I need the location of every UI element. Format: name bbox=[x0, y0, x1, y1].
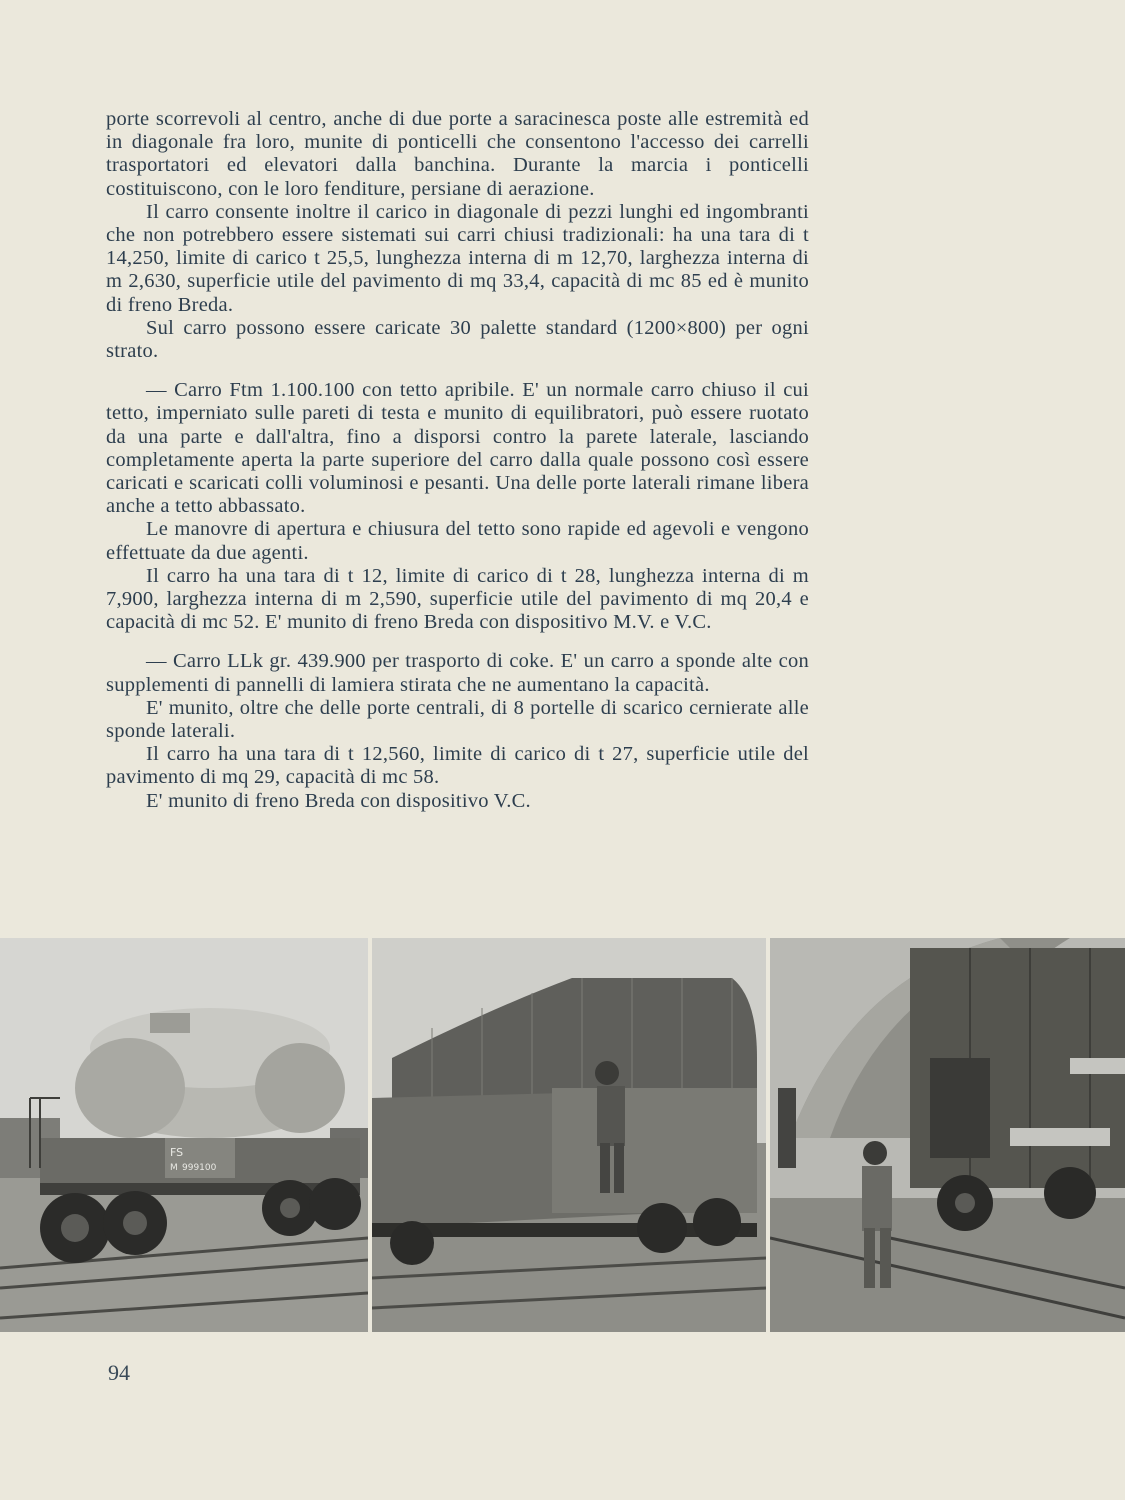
paragraph: E' munito di freno Breda con dispositivo V.C. bbox=[146, 789, 531, 812]
paragraph: Il carro ha una tara di t 12, limite di carico di t 28, lunghezza interna di m 7,900, larghezza interna di m 2,590, superficie utile del pavimento di mq 20,4 e capacità di mc 52. E' munito di freno Breda con dispositivo M.V. e V.C. bbox=[106, 564, 809, 634]
page-number: 94 bbox=[108, 1360, 130, 1385]
paragraph: — Carro LLk gr. 439.900 per trasporto di coke. E' un carro a sponde alte con supplementi di pannelli di lamiera stirata che ne aumentano la capacità. bbox=[106, 650, 809, 696]
wagon-marking-1: FS bbox=[170, 1146, 184, 1159]
paragraph: E' munito, oltre che delle porte centrali, di 8 portelle di scarico cernierate alle sponde laterali. bbox=[106, 696, 809, 743]
opening-roof-wagon-illustration bbox=[770, 938, 1125, 1332]
photo-tank-wagon bbox=[0, 938, 368, 1332]
paragraph: Sul carro possono essere caricate 30 palette standard (1200×800) per ogni strato. bbox=[106, 316, 809, 363]
wagon-marking-3: 999100 bbox=[182, 1163, 217, 1173]
paragraph: Il carro consente inoltre il carico in diagonale di pezzi lunghi ed ingombranti che non potrebbero essere sistemati sui carri chiusi tradizionali: ha una tara di t 14,250, limite di carico t 25,5, lunghezza interna di m 12,70, larghezza interna di m 2,630, superficie utile del pavimento di mq 33,4, capacità di mc 85 ed è munito di freno Breda. bbox=[106, 200, 809, 316]
paragraph: Le manovre di apertura e chiusura del tetto sono rapide ed agevoli e vengono effettuate da due agenti. bbox=[106, 518, 809, 564]
photo-opening-roof-wagon bbox=[770, 938, 1125, 1332]
photo-strip bbox=[0, 938, 1125, 1332]
wagon-marking-2: M bbox=[170, 1163, 178, 1173]
paragraph: Il carro ha una tara di t 12,560, limite di carico di t 27, superficie utile del pavimento di mq 29, capacità di mc 58. bbox=[106, 743, 809, 789]
paragraph: porte scorrevoli al centro, anche di due porte a saracinesca poste alle estremità ed in diagonale fra loro, munite di ponticelli che consentono l'accesso dei carrelli trasportatori ed elevatori dalla banchina. Durante la marcia i ponticelli costituiscono, con le loro fenditure, persiane di aerazione. bbox=[106, 108, 809, 200]
paragraph: — Carro Ftm 1.100.100 con tetto apribile. E' un normale carro chiuso il cui tetto, imperniato sulle pareti di testa e munito di equilibratori, può essere ruotato da una parte e dall'altra, fino a disporsi contro la parete laterale, lasciando completamente aperta la parte superiore del carro dalla quale possono così essere caricati e scaricati colli voluminosi e pesanti. Una delle porte laterali rimane libera anche a tetto abbassato. bbox=[106, 379, 809, 518]
photo-mesh-wagon bbox=[372, 938, 766, 1332]
tank-wagon-illustration bbox=[0, 938, 368, 1332]
body-text bbox=[106, 108, 809, 813]
mesh-wagon-illustration bbox=[372, 938, 766, 1332]
